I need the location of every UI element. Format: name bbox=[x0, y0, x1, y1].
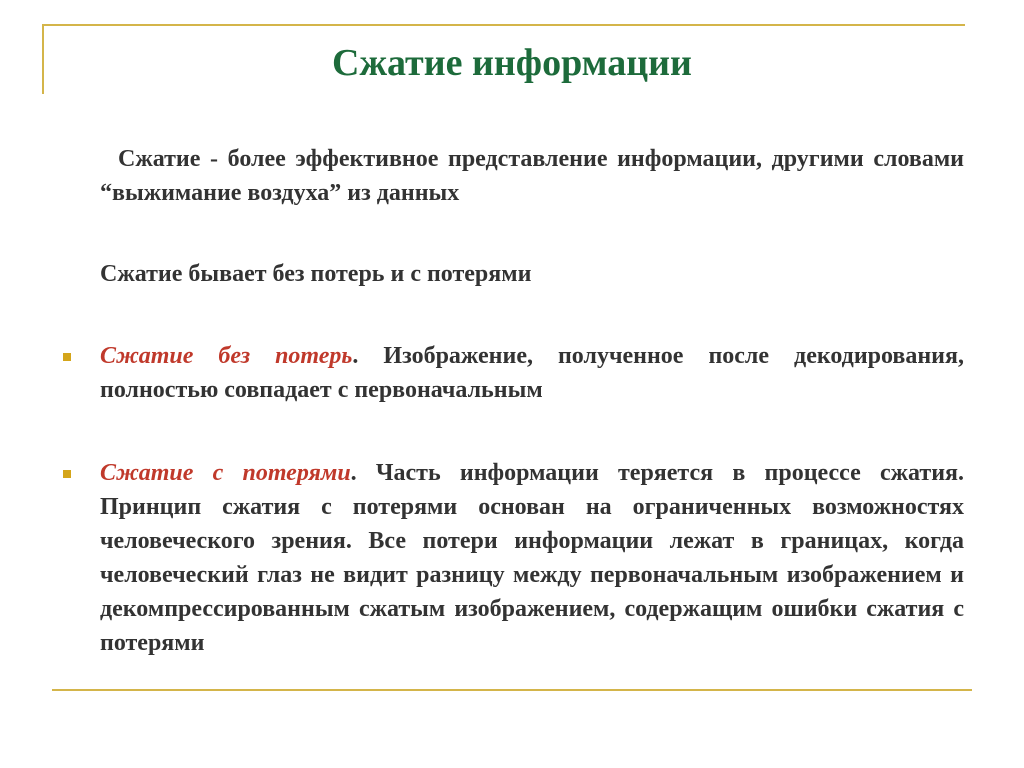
square-bullet-icon bbox=[63, 470, 71, 478]
types-paragraph: Сжатие бывает без потерь и с потерями bbox=[100, 261, 532, 287]
bullet-term: Сжатие с потерями bbox=[100, 460, 351, 486]
square-bullet-icon bbox=[63, 353, 71, 361]
bullet-text bbox=[100, 456, 964, 660]
definition-text: Сжатие - более эффективное представление информации, другими словами “выжимание воздуха” из данных bbox=[100, 146, 964, 206]
bullet-description: . Изображение, полученное после декодирования, полностью совпадает с первоначальным bbox=[100, 343, 964, 403]
frame-top-line bbox=[42, 24, 965, 26]
slide-title: Сжатие информации bbox=[332, 42, 692, 84]
frame-bottom-line bbox=[52, 689, 972, 691]
definition-paragraph bbox=[100, 142, 964, 210]
bullet-text bbox=[100, 339, 964, 407]
bullet-description: . Часть информации теряется в процессе сжатия. Принцип сжатия с потерями основан на ограниченных возможностях человеческого зрения. Все потери информации лежат в границах, когда человеческий глаз не видит разницу между первоначальным изображением и декомпрессированным сжатым изображением, содержащим ошибки сжатия с потерями bbox=[100, 460, 965, 656]
bullet-term: Сжатие без потерь bbox=[100, 343, 353, 369]
